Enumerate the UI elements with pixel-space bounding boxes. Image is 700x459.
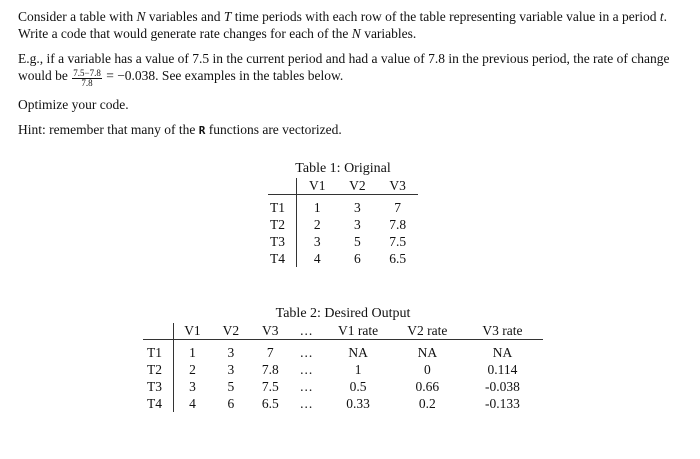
paragraph-example (18, 50, 682, 88)
table-cell: ... (300, 361, 314, 377)
table-cell: 6.5 (389, 250, 407, 266)
table-cell: 2 (313, 216, 321, 232)
column-header: V3 rate (462, 323, 543, 340)
table-cell: 7.5 (389, 233, 407, 249)
table-cell: 0.33 (346, 395, 370, 411)
table-caption: Table 1: Original (295, 161, 391, 176)
table-row (143, 361, 543, 378)
table-cell: 5 (354, 233, 361, 249)
row-label: T3 (143, 378, 173, 395)
table-cell: 7 (266, 344, 274, 360)
table-cell: 0.114 (487, 361, 518, 377)
table-row (268, 233, 418, 250)
table-cell: 0 (423, 361, 431, 377)
table-cell: NA (348, 344, 368, 360)
column-header: V1 (173, 323, 211, 340)
text-run: Optimize your code. (18, 97, 129, 112)
table-cell: 6 (227, 395, 235, 411)
table-corner (268, 178, 297, 195)
row-label: T3 (268, 233, 297, 250)
column-header: V3 (251, 323, 290, 340)
table-cell: 0.5 (349, 378, 367, 394)
table-cell: -0.038 (485, 378, 520, 394)
table-cell: ... (300, 378, 314, 394)
row-label: T2 (143, 361, 173, 378)
math-n: N (136, 9, 146, 24)
table-corner (143, 323, 173, 340)
table-cell: 6.5 (261, 395, 279, 411)
table-cell: 4 (313, 250, 321, 266)
row-label: T4 (143, 395, 173, 412)
row-label: T1 (268, 195, 297, 217)
table-row (268, 250, 418, 267)
column-header: V1 (297, 178, 338, 195)
text-run: . Write a code that would generate rate changes for each of the (18, 9, 671, 41)
row-label: T4 (268, 250, 297, 267)
column-header: V3 (377, 178, 418, 195)
text-run: E.g., if a variable has a value of 7.5 in the current period and had a value of 7.8 in the previous period, the rate of change would be (18, 51, 673, 83)
table-cell: 3 (227, 344, 235, 360)
table-cell: 3 (313, 233, 321, 249)
text-run: variables. (360, 26, 417, 41)
table-cell: 4 (189, 395, 196, 411)
fraction-denominator: 7.8 (81, 78, 93, 88)
math-t: T (223, 9, 232, 24)
row-label: T1 (143, 340, 173, 362)
column-header: ... (290, 323, 323, 340)
table-cell: 7 (394, 199, 402, 215)
table-cell: 7.5 (261, 378, 279, 394)
paragraph-task (18, 8, 682, 42)
rate-fraction (72, 69, 102, 88)
math-t-lower: t (659, 9, 664, 24)
table-row (143, 395, 543, 412)
table-original-grid (268, 178, 418, 267)
table-cell: 3 (189, 378, 196, 394)
table-cell: 3 (227, 361, 235, 377)
table-cell: 6 (354, 250, 361, 266)
table-row (143, 378, 543, 395)
table-row (268, 195, 418, 217)
row-label: T2 (268, 216, 297, 233)
table-original (268, 161, 418, 267)
table-caption: Table 2: Desired Output (275, 306, 411, 321)
code-r: R (198, 124, 206, 137)
table-cell: -0.133 (485, 395, 520, 411)
table-desired-output-grid (143, 323, 543, 412)
table-row (268, 216, 418, 233)
column-header: V2 (211, 323, 250, 340)
table-cell: 3 (354, 199, 361, 215)
fraction-numerator: 7.5−7.8 (73, 68, 101, 78)
text-run: time periods with each row of the table representing variable value in a period (231, 9, 660, 24)
table-cell: 1 (313, 199, 321, 215)
table-cell: ... (300, 344, 314, 360)
paragraph-hint (18, 121, 682, 139)
table-cell: 0.66 (415, 378, 440, 394)
text-run: = −0.038. See examples in the tables below. (102, 68, 344, 83)
math-n: N (351, 26, 361, 41)
problem-text (18, 8, 682, 147)
table-header-row (268, 178, 418, 195)
column-header: V1 rate (323, 323, 392, 340)
column-header: V2 rate (393, 323, 462, 340)
text-run: Consider a table with (18, 9, 137, 24)
table-cell: 5 (227, 378, 235, 394)
table-cell: 7.8 (261, 361, 279, 377)
paragraph-optimize (18, 96, 682, 113)
table-cell: 2 (189, 361, 196, 377)
text-run: functions are vectorized. (205, 122, 342, 137)
table-cell: NA (417, 344, 438, 360)
table-cell: 1 (189, 344, 196, 360)
table-cell: 1 (354, 361, 362, 377)
table-cell: NA (492, 344, 513, 360)
table-cell: ... (300, 395, 314, 411)
table-cell: 0.2 (418, 395, 436, 411)
table-desired-output (143, 306, 543, 412)
table-row (143, 340, 543, 362)
table-header-row (143, 323, 543, 340)
text-run: Hint: remember that many of the (18, 122, 199, 137)
table-cell: 7.8 (389, 216, 407, 232)
text-run: variables and (145, 9, 224, 24)
column-header: V2 (338, 178, 378, 195)
table-cell: 3 (354, 216, 361, 232)
